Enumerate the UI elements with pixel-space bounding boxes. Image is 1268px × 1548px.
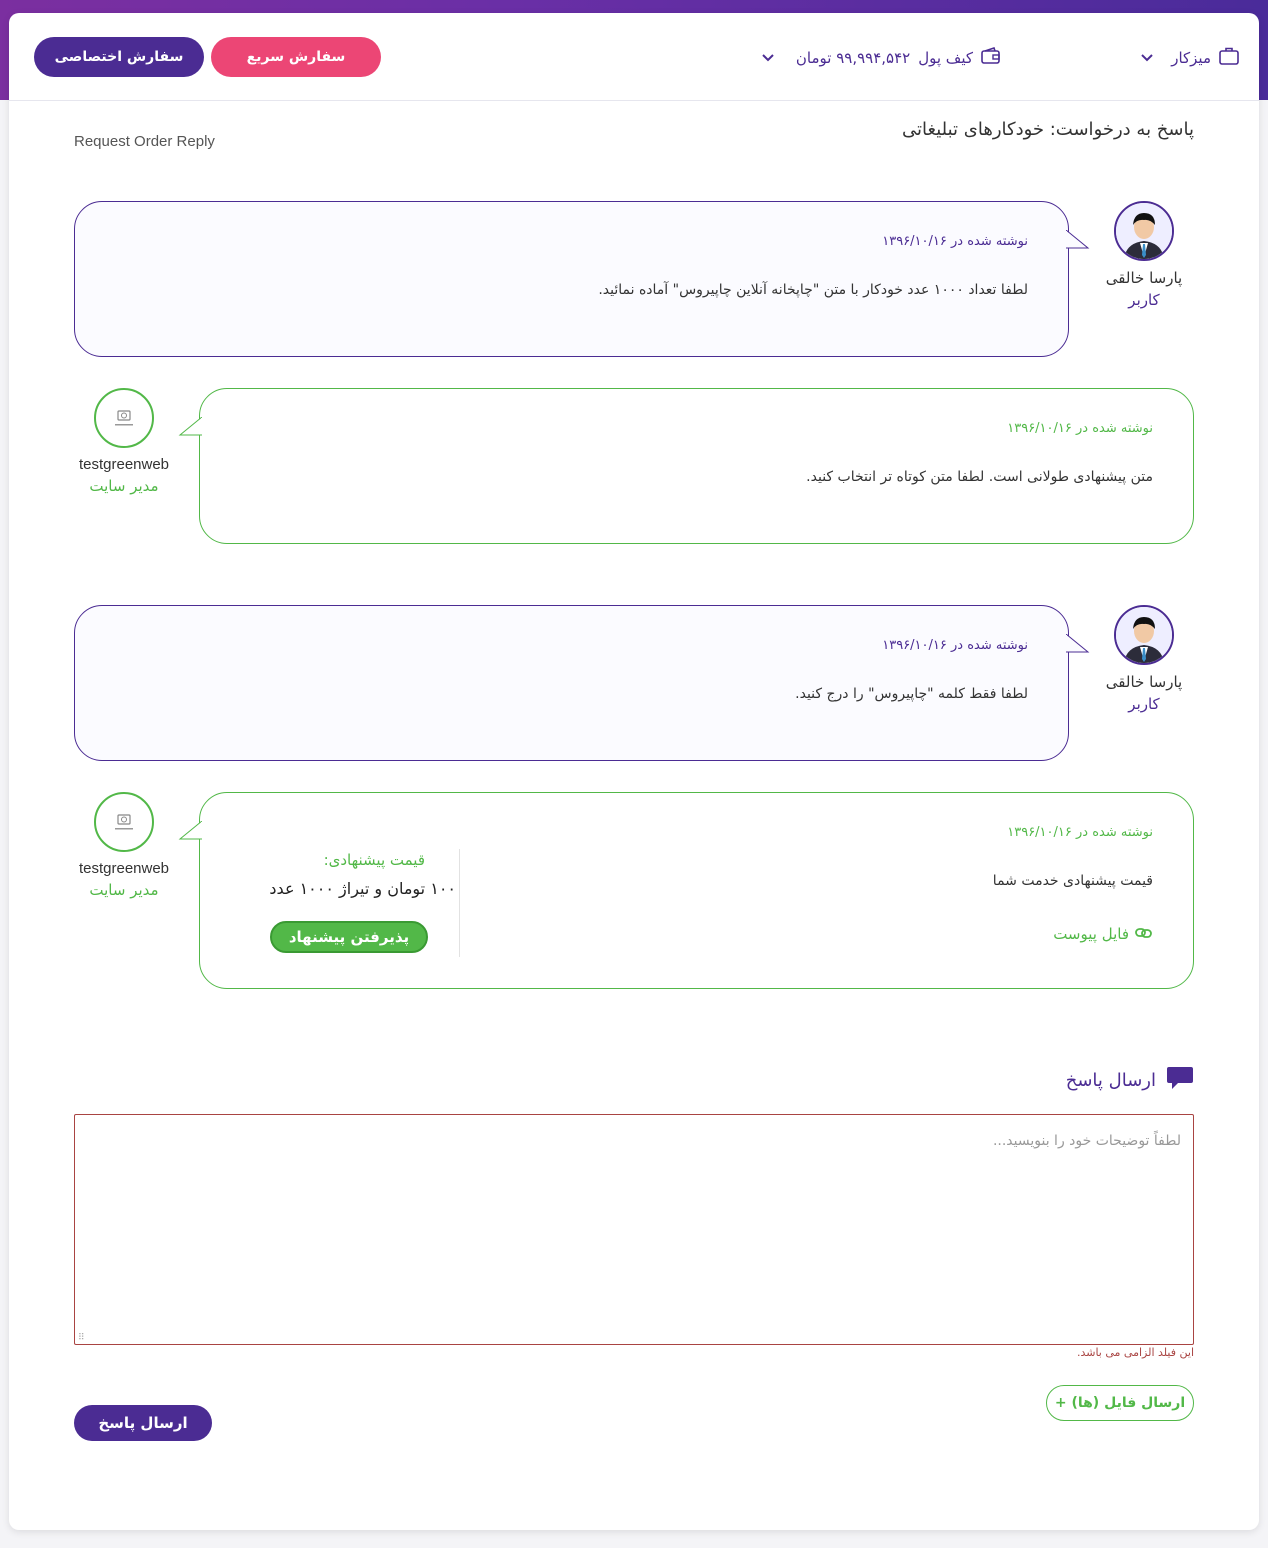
required-field-note: این فیلد الزامی می باشد. xyxy=(1076,1346,1194,1359)
message-date: نوشته شده در ۱۳۹۶/۱۰/۱۶ xyxy=(882,638,1028,653)
resize-handle-icon[interactable]: ⠿ xyxy=(78,1333,85,1343)
main-card xyxy=(9,13,1259,1530)
link-icon xyxy=(1135,925,1153,943)
author-name: testgreenweb xyxy=(78,456,170,473)
reply-textarea[interactable] xyxy=(74,1114,1194,1345)
wallet-label: کیف پول xyxy=(918,49,973,67)
author-name: پارسا خالقی xyxy=(1105,269,1183,287)
message-text: قیمت پیشنهادی خدمت شما xyxy=(992,873,1153,889)
message-bubble xyxy=(74,605,1069,761)
message-date: نوشته شده در ۱۳۹۶/۱۰/۱۶ xyxy=(1007,421,1153,436)
message-author xyxy=(69,388,179,495)
dashboard-dropdown[interactable] xyxy=(1129,46,1239,70)
message-text: لطفا فقط کلمه "چاپیروس" را درج کنید. xyxy=(795,686,1028,702)
author-role: مدیر سایت xyxy=(89,881,159,899)
offer-divider xyxy=(459,849,460,957)
upload-files-button[interactable]: ارسال فایل (ها) + xyxy=(1046,1385,1194,1421)
message-bubble xyxy=(199,792,1194,989)
message-date: نوشته شده در ۱۳۹۶/۱۰/۱۶ xyxy=(882,234,1028,249)
chat-bubble-icon xyxy=(1166,1065,1194,1096)
author-role: مدیر سایت xyxy=(89,477,159,495)
reply-placeholder: لطفاً توضیحات خود را بنویسید... xyxy=(992,1133,1181,1149)
avatar xyxy=(94,388,154,448)
chevron-down-icon xyxy=(1141,51,1153,65)
header-bar xyxy=(9,13,1259,101)
special-order-button[interactable]: سفارش اختصاصی xyxy=(34,37,204,77)
offer-value: ۱۰۰ تومان و تیراژ ۱۰۰۰ عدد xyxy=(269,879,456,898)
message-date: نوشته شده در ۱۳۹۶/۱۰/۱۶ xyxy=(1007,825,1153,840)
message-text: متن پیشنهادی طولانی است. لطفا متن کوتاه تر انتخاب کنید. xyxy=(806,469,1153,485)
reply-heading xyxy=(1066,1065,1194,1096)
user-avatar-icon xyxy=(1116,607,1172,663)
accept-offer-button[interactable]: پذیرفتن پیشنهاد xyxy=(270,921,428,953)
dashboard-label: میزکار xyxy=(1171,49,1211,67)
attachment-link[interactable] xyxy=(1053,925,1153,943)
bubble-tail xyxy=(178,821,202,845)
attachment-label: فایل پیوست xyxy=(1053,925,1129,943)
briefcase-icon xyxy=(1219,47,1239,69)
author-name: testgreenweb xyxy=(78,860,170,877)
message-bubble xyxy=(199,388,1194,544)
author-name: پارسا خالقی xyxy=(1105,673,1183,691)
reply-heading-label: ارسال پاسخ xyxy=(1065,1070,1156,1091)
message-text: لطفا تعداد ۱۰۰۰ عدد خودکار با متن "چاپخانه آنلاین چاپیروس" آماده نمائید. xyxy=(598,282,1028,298)
bubble-tail xyxy=(178,417,202,441)
chevron-down-icon xyxy=(762,51,774,65)
user-avatar-icon xyxy=(1116,203,1172,259)
page-title: پاسخ به درخواست: خودکارهای تبلیغاتی xyxy=(902,119,1194,140)
bubble-tail xyxy=(1066,230,1090,254)
quick-order-button[interactable]: سفارش سریع xyxy=(211,37,381,77)
wallet-amount: ۹۹,۹۹۴,۵۴۲ تومان xyxy=(795,49,911,67)
offer-label: قیمت پیشنهادی: xyxy=(323,851,425,869)
bubble-tail xyxy=(1066,634,1090,658)
admin-avatar-icon xyxy=(104,398,144,438)
send-reply-button[interactable]: ارسال پاسخ xyxy=(74,1405,212,1441)
message-author xyxy=(1089,605,1199,713)
wallet-dropdown[interactable] xyxy=(731,46,1001,70)
avatar xyxy=(1114,605,1174,665)
message-author xyxy=(69,792,179,899)
page-subtitle: Request Order Reply xyxy=(74,133,215,150)
avatar xyxy=(1114,201,1174,261)
message-bubble xyxy=(74,201,1069,357)
admin-avatar-icon xyxy=(104,802,144,842)
author-role: کاربر xyxy=(1128,291,1160,309)
author-role: کاربر xyxy=(1128,695,1160,713)
message-author xyxy=(1089,201,1199,309)
avatar xyxy=(94,792,154,852)
wallet-icon xyxy=(981,47,1001,69)
